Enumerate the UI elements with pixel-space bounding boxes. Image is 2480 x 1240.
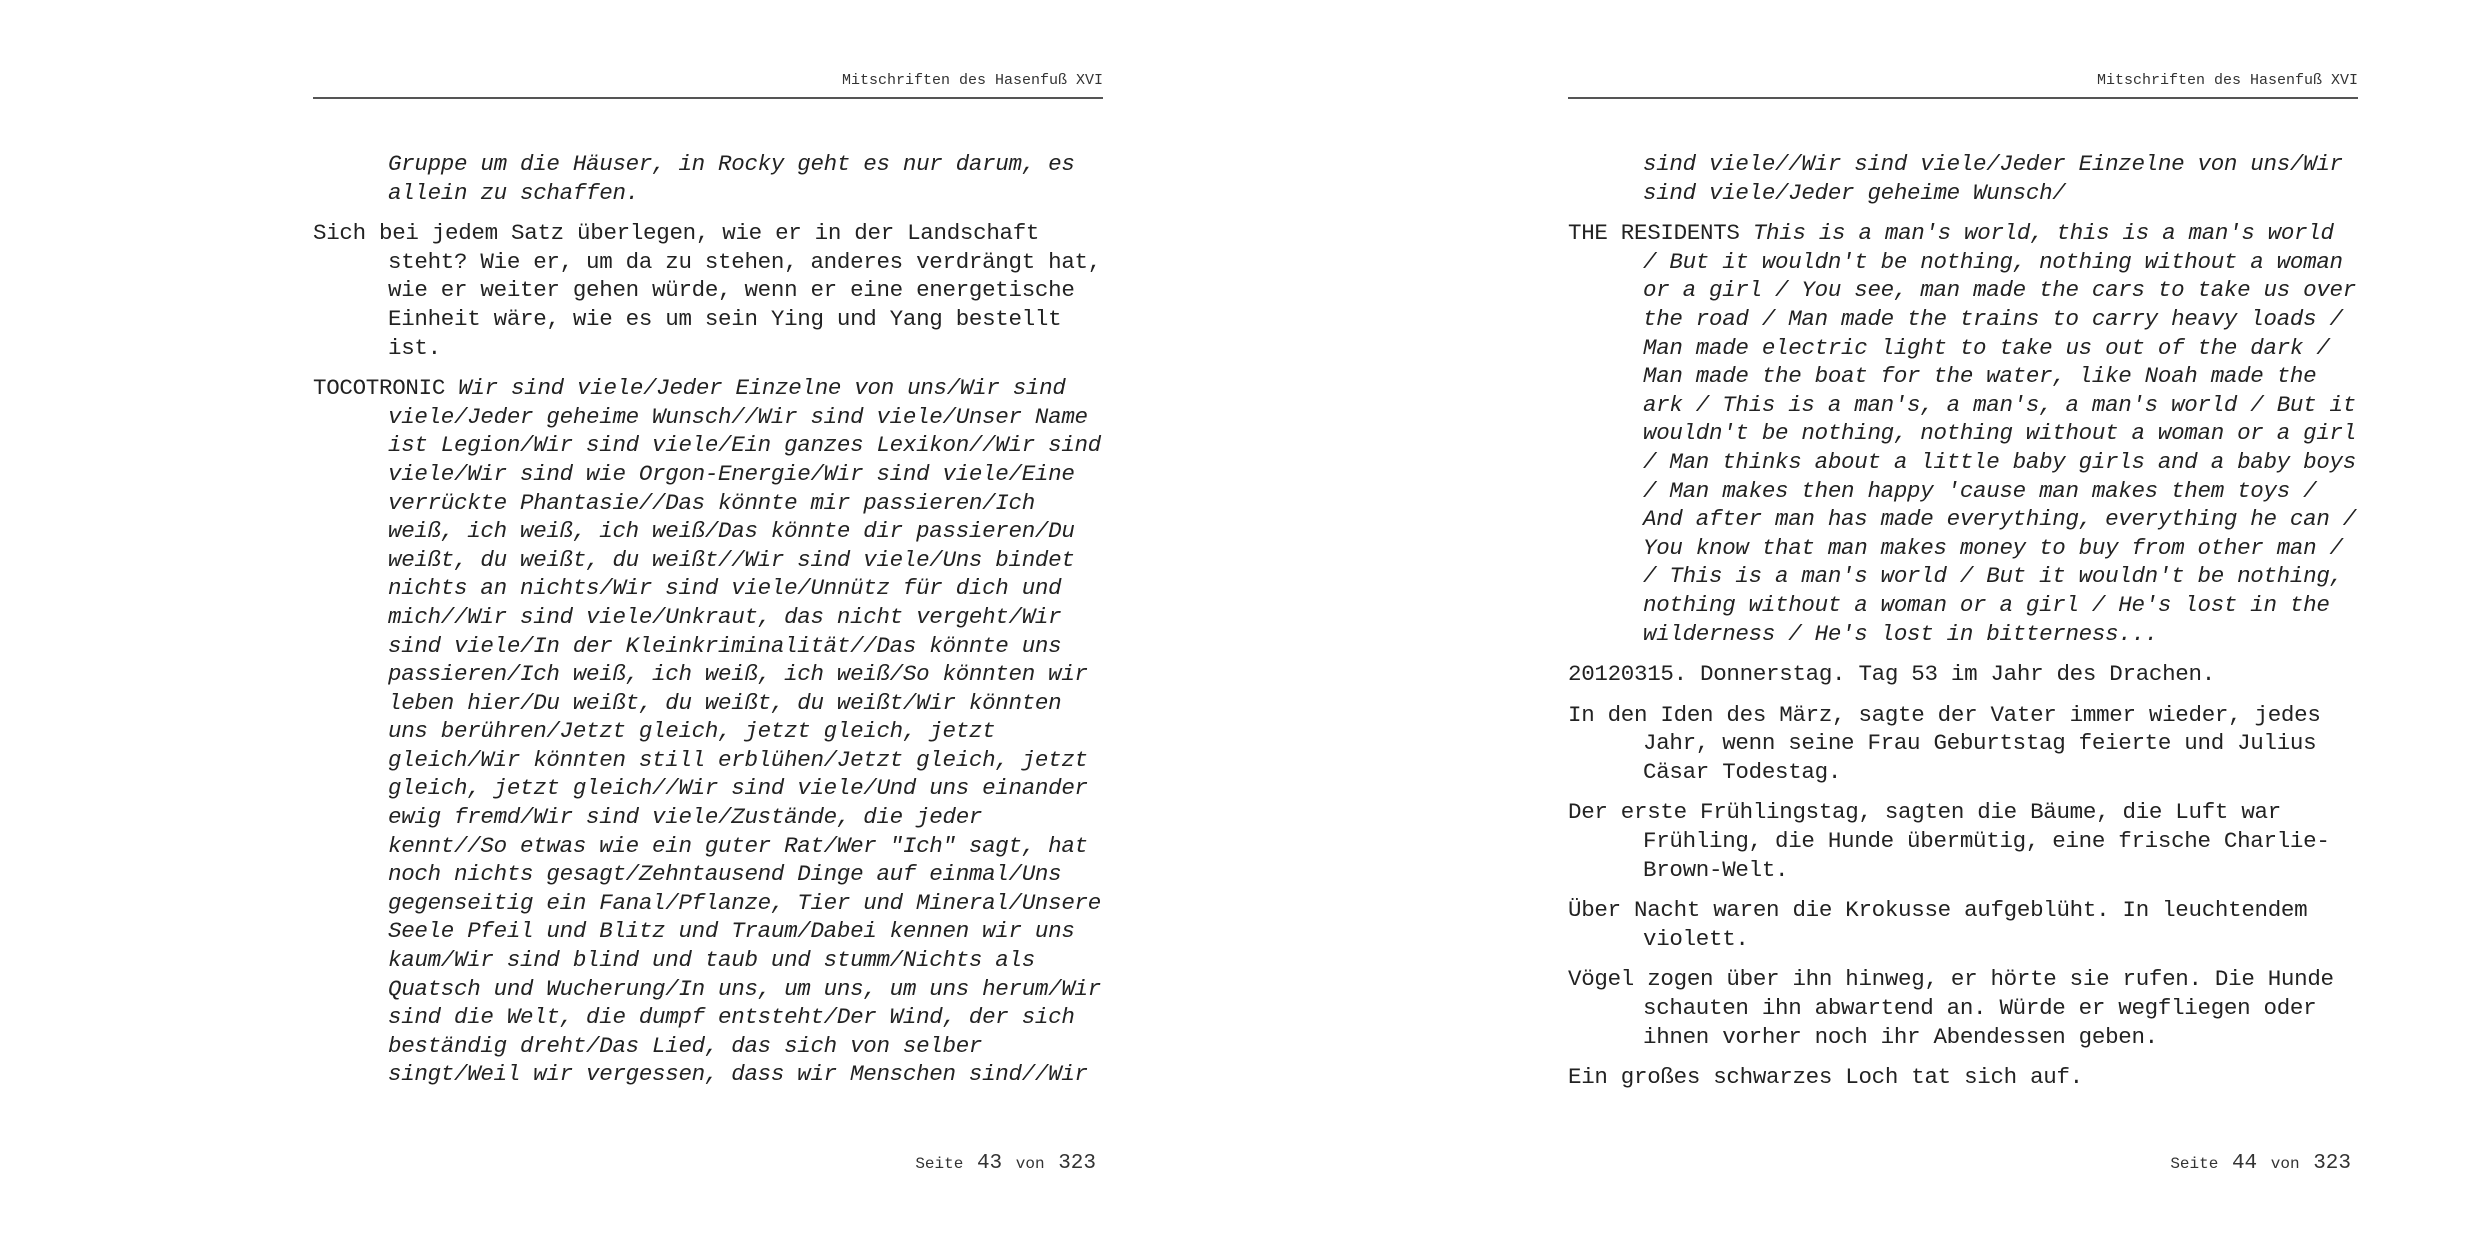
current-page: 44 bbox=[2231, 1152, 2258, 1175]
running-header: Mitschriften des Hasenfuß XVI bbox=[1568, 72, 2358, 99]
page-sep: von bbox=[1015, 1155, 1045, 1173]
paragraph bbox=[1568, 965, 2358, 1051]
paragraph-quote: This is a man's world, this is a man's world / But it wouldn't be nothing, nothing without a woman or a girl / You see, man made the cars to take us over the road / Man made the trains to carry heavy loads / Man made electric light to take us out of the dark / Man made the boat for the water, like Noah made the ark / This is a man's, a man's, a man's world / But it wouldn't be nothing, nothing without a woman or a girl / Man thinks about a little baby girls and a baby boys / Man makes then happy 'cause man makes them toys / And after man has made everything, everything he can / You know that man makes money to buy from other man / / This is a man's world / But it wouldn't be nothing, nothing without a woman or a girl / He's lost in the wilderness / He's lost in bitterness... bbox=[1643, 220, 2356, 647]
paragraph-lead: Über Nacht waren die Krokusse aufgeblüht. In leuchtendem violett. bbox=[1568, 897, 2308, 952]
page-number bbox=[2170, 1152, 2355, 1175]
total-pages: 323 bbox=[1058, 1152, 1096, 1175]
paragraph-lead: Ein großes schwarzes Loch tat sich auf. bbox=[1568, 1064, 2083, 1091]
page-sep: von bbox=[2270, 1155, 2300, 1173]
paragraph bbox=[1568, 701, 2358, 787]
paragraph bbox=[313, 150, 1103, 207]
paragraph-lead: In den Iden des März, sagte der Vater immer wieder, jedes Jahr, wenn seine Frau Geburtstag feierte und Julius Cäsar Todestag. bbox=[1568, 701, 2321, 785]
paragraph-quote: Gruppe um die Häuser, in Rocky geht es nur darum, es allein zu schaffen. bbox=[388, 151, 1075, 206]
paragraph bbox=[1568, 798, 2358, 884]
paragraph-lead: TOCOTRONIC bbox=[313, 375, 459, 402]
paragraph-lead: Sich bei jedem Satz überlegen, wie er in der Landschaft steht? Wie er, um da zu stehen, anderes verdrängt hat, wie er weiter gehen würde, wenn er eine energetische Einheit wäre, wie es um sein Ying und Yang bestellt ist. bbox=[313, 220, 1101, 361]
paragraph bbox=[1568, 660, 2358, 689]
page-body bbox=[313, 150, 1103, 1101]
current-page: 43 bbox=[976, 1152, 1003, 1175]
paragraph bbox=[1568, 150, 2358, 207]
running-header: Mitschriften des Hasenfuß XVI bbox=[313, 72, 1103, 99]
paragraph-lead: Vögel zogen über ihn hinweg, er hörte sie rufen. Die Hunde schauten ihn abwartend an. Würde er wegfliegen oder ihnen vorher noch ihr Abendessen geben. bbox=[1568, 966, 2334, 1050]
right-page bbox=[1568, 0, 2358, 1240]
paragraph bbox=[313, 219, 1103, 362]
paragraph-quote: Wir sind viele/Jeder Einzelne von uns/Wir sind viele/Jeder geheime Wunsch//Wir sind viele/Unser Name ist Legion/Wir sind viele/Ein ganzes Lexikon//Wir sind viele/Wir sind wie Orgon-Energie/Wir sind viele/Eine verrückte Phantasie//Das könnte mir passieren/Ich weiß, ich weiß, ich weiß/Das könnte dir passieren/Du weißt, du weißt, du weißt//Wir sind viele/Uns bindet nichts an nichts/Wir sind viele/Unnütz für dich und mich//Wir sind viele/Unkraut, das nicht vergeht/Wir sind viele/In der Kleinkriminalität//Das könnte uns passieren/Ich weiß, ich weiß, ich weiß/So könnten wir leben hier/Du weißt, du weißt, du weißt/Wir könnten uns berühren/Jetzt gleich, jetzt gleich, jetzt gleich/Wir könnten still erblühen/Jetzt gleich, jetzt gleich, jetzt gleich//Wir sind viele/Und uns einander ewig fremd/Wir sind viele/Zustände, die jeder kennt//So etwas wie ein guter Rat/Wer "Ich" sagt, hat noch nichts gesagt/Zehntausend Dinge auf einmal/Uns gegenseitig ein Fanal/Pflanze, Tier und Mineral/Unsere Seele Pfeil und Blitz und Traum/Dabei kennen wir uns kaum/Wir sind blind und taub und stumm/Nichts als Quatsch und Wucherung/In uns, um uns, um uns herum/Wir sind die Welt, die dumpf entsteht/Der Wind, der sich beständig dreht/Das Lied, das sich von selber singt/Weil wir vergessen, dass wir Menschen sind//Wir bbox=[388, 375, 1101, 1088]
page-label: Seite bbox=[2170, 1155, 2219, 1173]
page-label: Seite bbox=[915, 1155, 964, 1173]
total-pages: 323 bbox=[2313, 1152, 2351, 1175]
paragraph bbox=[313, 374, 1103, 1089]
paragraph bbox=[1568, 896, 2358, 953]
page-number bbox=[915, 1152, 1100, 1175]
paragraph-lead: THE RESIDENTS bbox=[1568, 220, 1753, 247]
paragraph-lead: Der erste Frühlingstag, sagten die Bäume, die Luft war Frühling, die Hunde übermütig, eine frische Charlie-Brown-Welt. bbox=[1568, 799, 2330, 883]
paragraph bbox=[1568, 1063, 2358, 1092]
paragraph-quote: sind viele//Wir sind viele/Jeder Einzelne von uns/Wir sind viele/Jeder geheime Wunsch/ bbox=[1643, 151, 2343, 206]
left-page bbox=[313, 0, 1103, 1240]
paragraph-lead: 20120315. Donnerstag. Tag 53 im Jahr des Drachen. bbox=[1568, 661, 2215, 688]
paragraph bbox=[1568, 219, 2358, 648]
page-body bbox=[1568, 150, 2358, 1104]
